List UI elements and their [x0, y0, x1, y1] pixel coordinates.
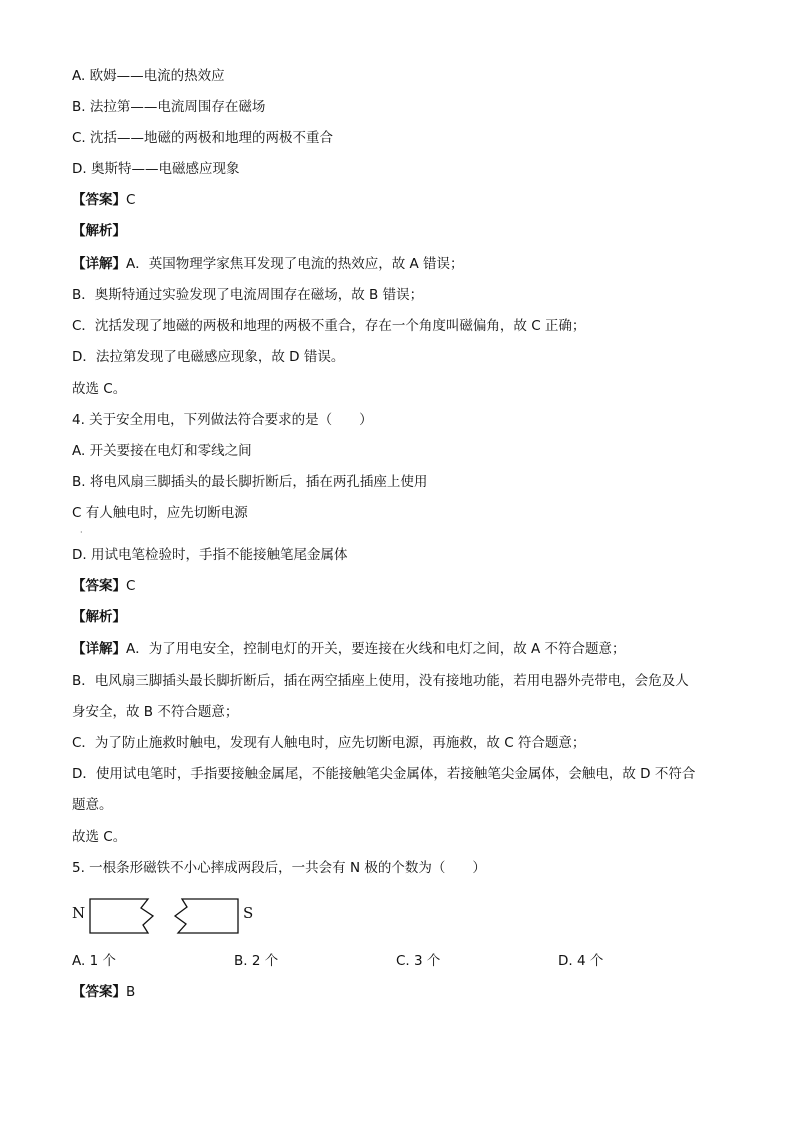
- detail-tag: 【详解】: [72, 641, 126, 657]
- q4-detail-line-3: 身安全，故 B 不符合题意；: [72, 704, 239, 720]
- q4-detail-line-2: B．电风扇三脚插头最长脚折断后，插在两空插座上使用，没有接地功能，若用电器外壳带电，会危及人: [72, 673, 689, 689]
- q3-detail-a: [72, 255, 464, 273]
- q3-detail-c: C．沈括发现了地磁的两极和地理的两极不重合，存在一个角度叫磁偏角，故 C 正确；: [72, 318, 586, 334]
- q4-option-d: D. 用试电笔检验时，手指不能接触笔尾金属体: [72, 547, 348, 563]
- q3-option-d: D. 奥斯特——电磁感应现象: [72, 161, 240, 177]
- q5-option-c: C. 3 个: [396, 953, 441, 969]
- q4-conclusion: 故选 C。: [72, 829, 127, 845]
- q4-detail-line-6: 题意。: [72, 797, 113, 813]
- answer-value: B: [126, 984, 136, 1000]
- q3-answer: [72, 191, 135, 209]
- stray-dot: ·: [80, 528, 83, 537]
- answer-tag: 【答案】: [72, 984, 126, 1000]
- answer-tag: 【答案】: [72, 192, 126, 208]
- q4-detail-line-4: C．为了防止施救时触电，发现有人触电时，应先切断电源，再施救，故 C 符合题意；: [72, 735, 586, 751]
- detail-tag: 【详解】: [72, 256, 126, 272]
- q4-detail-line-5: D．使用试电笔时，手指要接触金属尾，不能接触笔尖金属体，若接触笔尖金属体，会触电，故 D 不符合: [72, 766, 696, 782]
- q3-option-b: B. 法拉第——电流周围存在磁场: [72, 99, 266, 115]
- q5-option-b: B. 2 个: [234, 953, 279, 969]
- q3-option-c: C. 沈括——地磁的两极和地理的两极不重合: [72, 130, 334, 146]
- north-pole-label: N: [72, 904, 86, 922]
- q4-answer: [72, 577, 135, 595]
- q4-stem: 4. 关于安全用电，下列做法符合要求的是（ ）: [72, 412, 373, 428]
- q5-option-d: D. 4 个: [558, 953, 604, 969]
- q4-option-a: A. 开关要接在电灯和零线之间: [72, 443, 252, 459]
- q4-option-b: B. 将电风扇三脚插头的最长脚折断后，插在两孔插座上使用: [72, 474, 428, 490]
- q3-detail-d: D．法拉第发现了电磁感应现象，故 D 错误。: [72, 349, 345, 365]
- q3-analysis-tag: 【解析】: [72, 223, 126, 239]
- q5-answer: [72, 983, 135, 1001]
- detail-text: A．为了用电安全，控制电灯的开关，要连接在火线和电灯之间，故 A 不符合题意；: [126, 641, 626, 657]
- q4-option-c: C 有人触电时，应先切断电源: [72, 505, 248, 521]
- q5-stem: 5. 一根条形磁铁不小心摔成两段后，一共会有 N 极的个数为（ ）: [72, 860, 486, 876]
- q3-detail-b: B．奥斯特通过实验发现了电流周围存在磁场，故 B 错误；: [72, 287, 424, 303]
- answer-tag: 【答案】: [72, 578, 126, 594]
- broken-magnet-figure: [70, 890, 270, 938]
- answer-value: C: [126, 578, 136, 594]
- q3-option-a: A. 欧姆——电流的热效应: [72, 68, 225, 84]
- answer-value: C: [126, 192, 136, 208]
- q5-option-a: A. 1 个: [72, 953, 116, 969]
- south-pole-label: S: [243, 904, 254, 922]
- detail-text: A．英国物理学家焦耳发现了电流的热效应，故 A 错误；: [126, 256, 464, 272]
- q4-detail-line-1: [72, 640, 626, 658]
- q4-analysis-tag: 【解析】: [72, 609, 126, 625]
- q3-conclusion: 故选 C。: [72, 381, 127, 397]
- magnet-pieces-drawing: [70, 890, 270, 938]
